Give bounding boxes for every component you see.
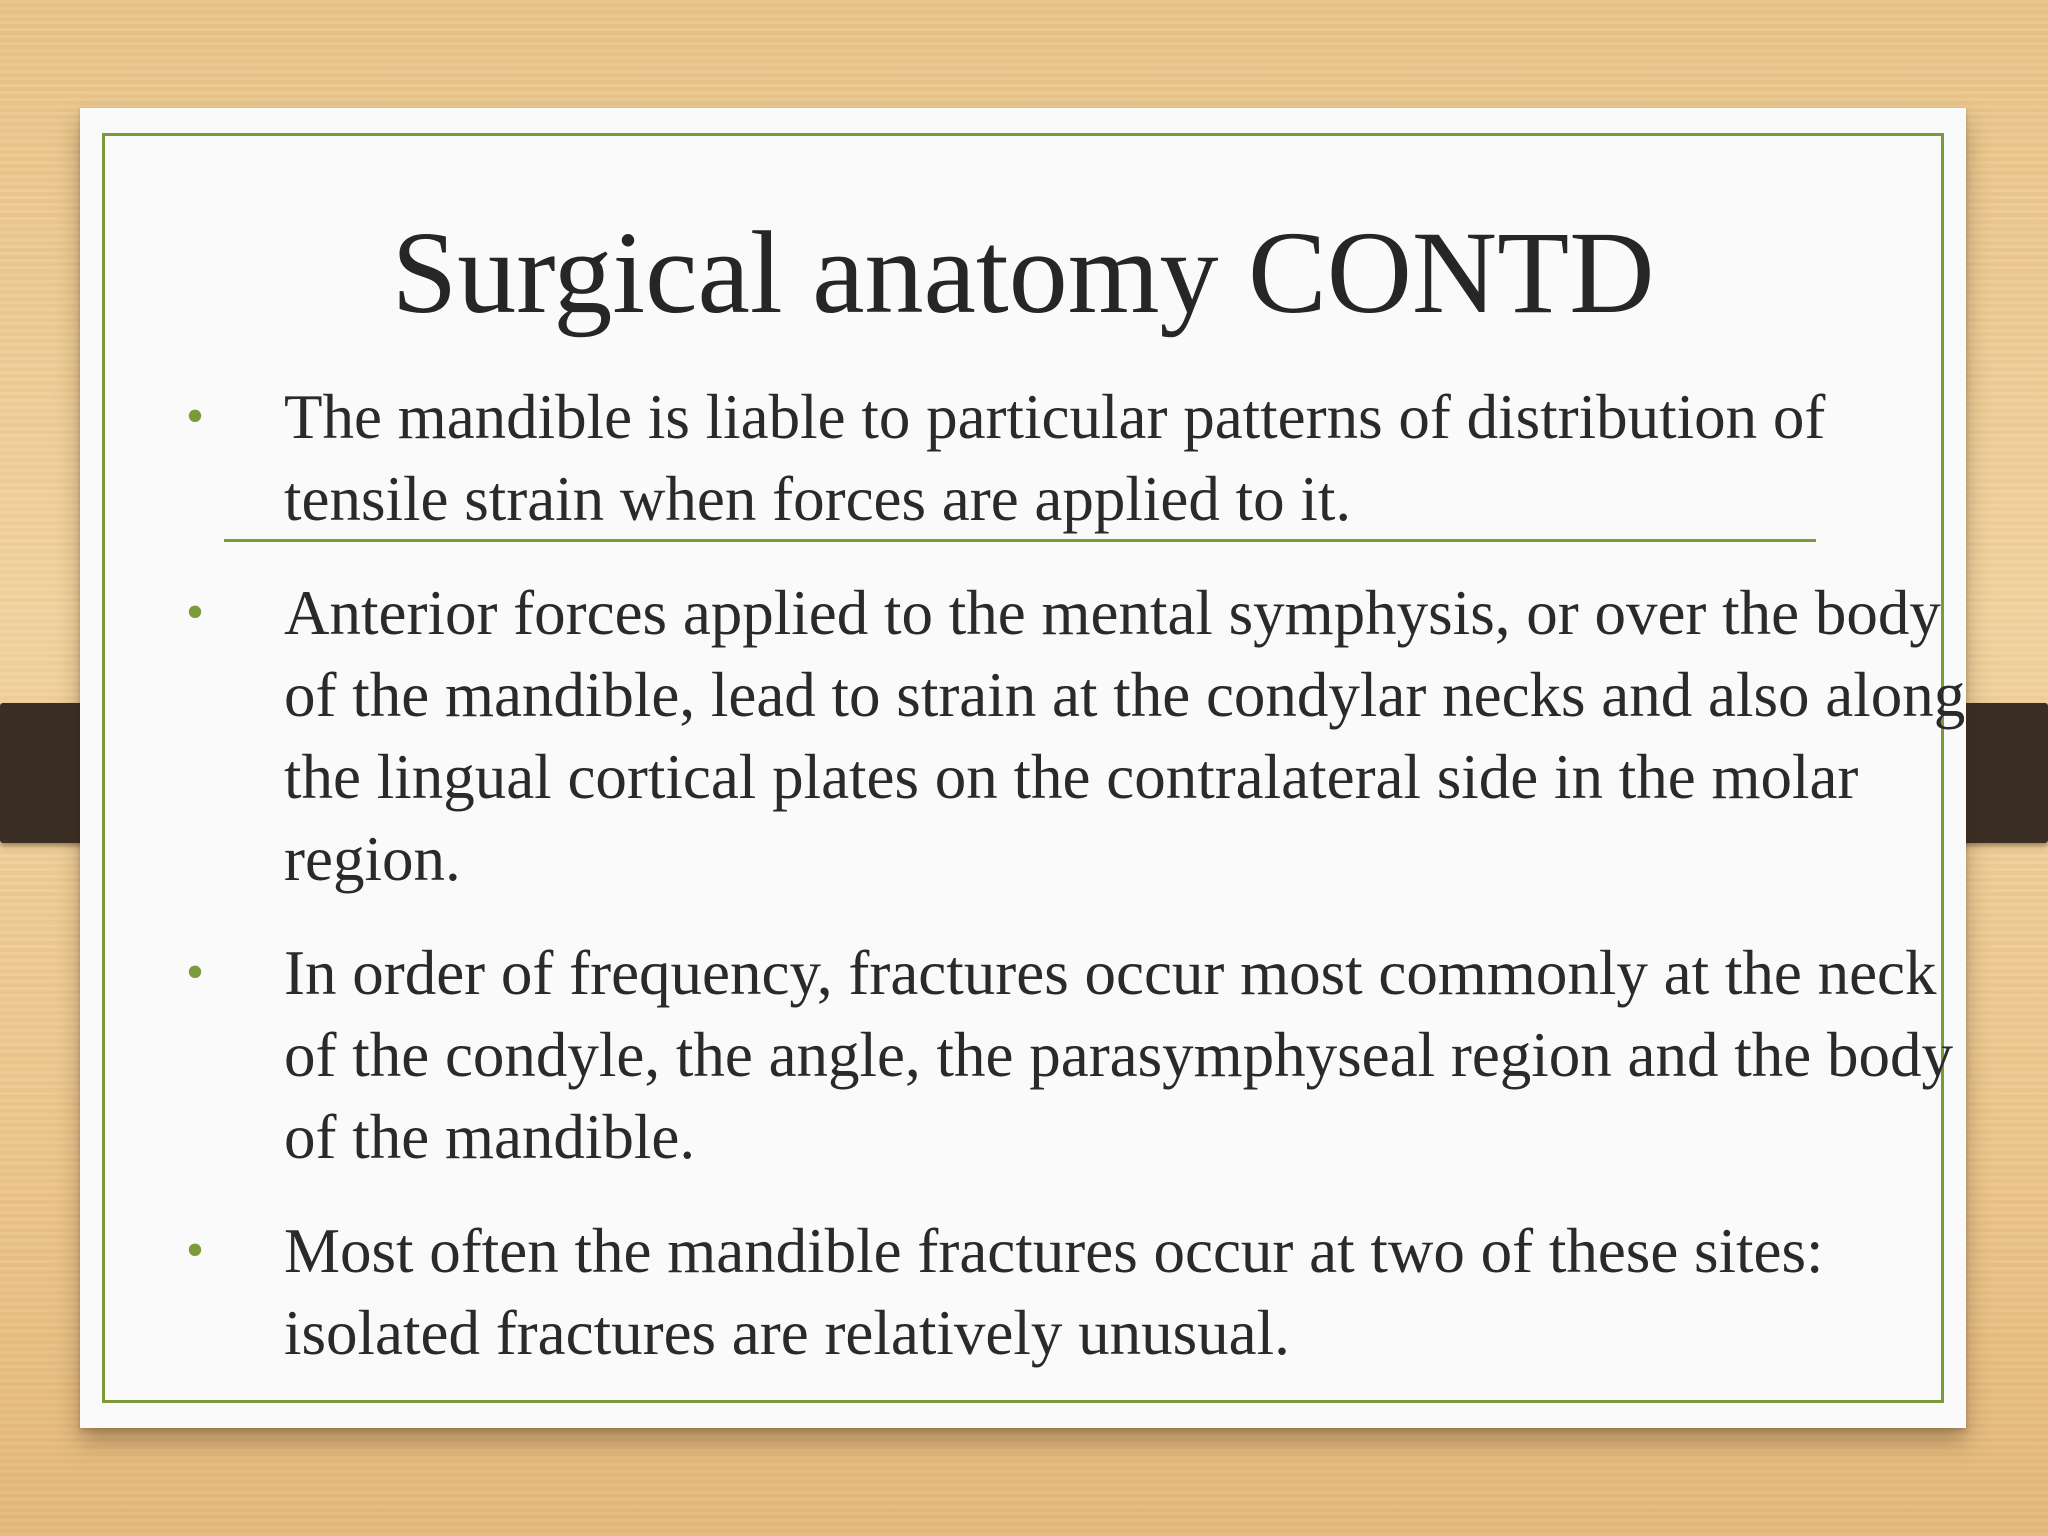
slide-title: Surgical anatomy CONTD	[391, 207, 1655, 338]
bullet-text: In order of frequency, fractures occur most commonly at the neck of the condyle, the angle, the parasymphyseal region and the body of the mandible.	[284, 938, 1953, 1172]
bullet-dot-icon: •	[185, 388, 205, 445]
bullet-item-4	[160, 1210, 1990, 1374]
bullet-item-2	[160, 572, 1990, 900]
bullet-item-3	[160, 932, 1990, 1178]
bullet-text: Most often the mandible fractures occur at two of these sites: isolated fractures are relatively unusual.	[284, 1216, 1824, 1368]
bullet-dot-icon: •	[185, 584, 205, 641]
slide-card	[80, 108, 1966, 1428]
bullet-text: The mandible is liable to particular patterns of distribution of tensile strain when forces are applied to it.	[284, 382, 1826, 534]
bullet-dot-icon: •	[185, 944, 205, 1001]
bullet-text: Anterior forces applied to the mental symphysis, or over the body of the mandible, lead to strain at the condylar necks and also along the lingual cortical plates on the contralateral side in the molar region.	[284, 578, 1966, 894]
bullet-list	[160, 376, 1990, 1406]
bullet-item-1	[160, 376, 1990, 540]
bullet-dot-icon: •	[185, 1222, 205, 1279]
